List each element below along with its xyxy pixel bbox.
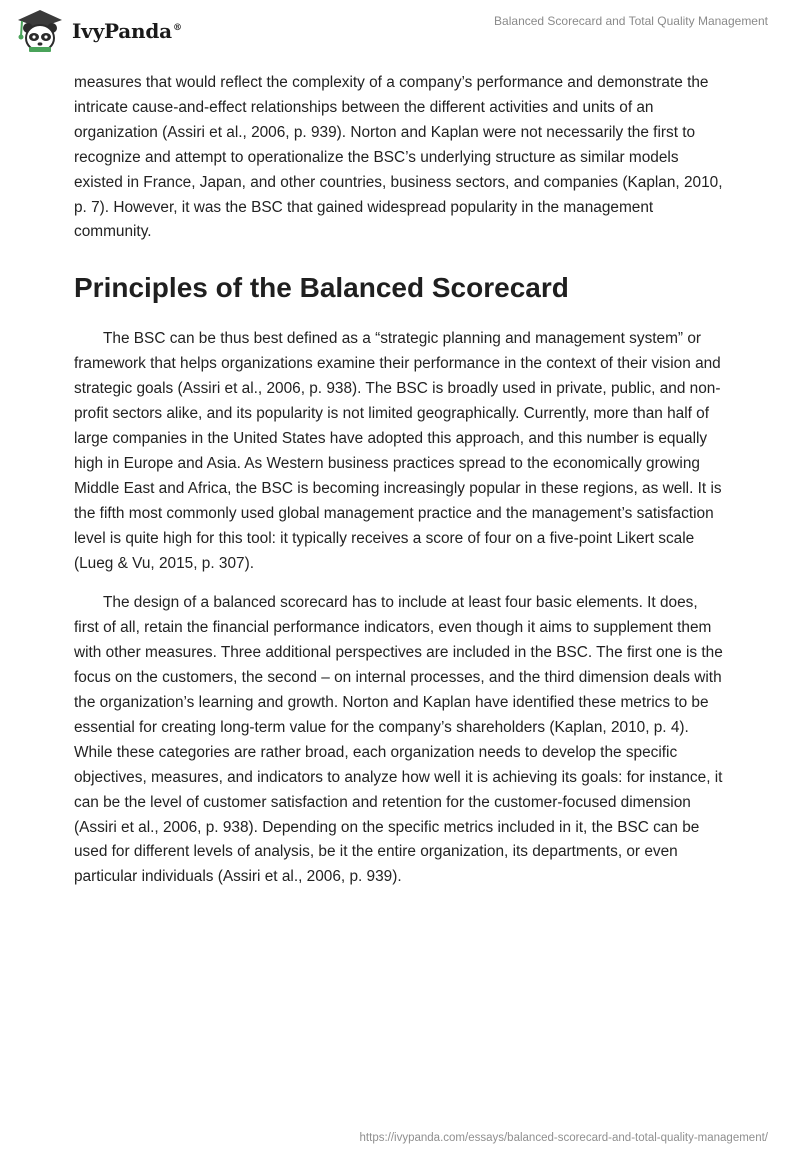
page-header xyxy=(0,0,800,64)
ivypanda-logo[interactable] xyxy=(14,6,182,54)
panda-graduate-icon xyxy=(14,6,66,54)
intro-paragraph: measures that would reflect the complexity of a company’s performance and demonstrate the intricate cause-and-effect relationships between the different activities and units of an organization (Assiri et al., 2006, p. 939). Norton and Kaplan were not necessarily the first to recognize and attempt to operationalize the BSC’s underlying structure as similar models existed in France, Japan, and other countries, business sectors, and companies (Kaplan, 2010, p. 7). However, it was the BSC that gained widespread popularity in the management community. xyxy=(74,74,723,241)
source-url[interactable]: https://ivypanda.com/essays/balanced-scorecard-and-total-quality-management/ xyxy=(359,1132,768,1144)
document-title: Balanced Scorecard and Total Quality Management xyxy=(494,14,768,28)
section-heading: Principles of the Balanced Scorecard xyxy=(74,272,569,304)
registered-mark: ® xyxy=(172,23,182,34)
paragraph: The design of a balanced scorecard has to include at least four basic elements. It does, first of all, retain the financial performance indicators, even though it aims to supplement them with other measures. Three additional perspectives are included in the BSC. The first one is the focus on the customers, the second – on internal processes, and the third dimension deals with the organization’s learning and growth. Norton and Kaplan have identified these metrics to be essential for creating long-term value for the company’s shareholders (Kaplan, 2010, p. 4). While these categories are rather broad, each organization needs to develop the specific objectives, measures, and indicators to analyze how well it is achieving its goals: for instance, it can be the level of customer satisfaction and retention for the customer-focused dimension (Assiri et al., 2006, p. 938). Depending on the specific metrics included in it, the BSC can be used for different levels of analysis, be it the entire organization, its departments, or even particular individuals (Assiri et al., 2006, p. 939). xyxy=(74,594,723,886)
article-body xyxy=(74,71,726,890)
logo-wordmark: IvyPanda® xyxy=(72,19,182,43)
paragraph: The BSC can be thus best defined as a “strategic planning and management system” or framework that helps organizations examine their performance in the context of their vision and strategic goals (Assiri et al., 2006, p. 938). The BSC is broadly used in private, public, and non-profit sectors alike, and its popularity is not limited geographically. Currently, more than half of large companies in the United States have adopted this approach, and this number is equally high in Europe and Asia. As Western business practices spread to the economically growing Middle East and Africa, the BSC is becoming increasingly popular in these regions, as well. It is the fifth most commonly used global management practice and the management’s satisfaction level is quite high for this tool: it typically receives a score of four on a five-point Likert scale (Lueg & Vu, 2015, p. 307). xyxy=(74,330,722,572)
